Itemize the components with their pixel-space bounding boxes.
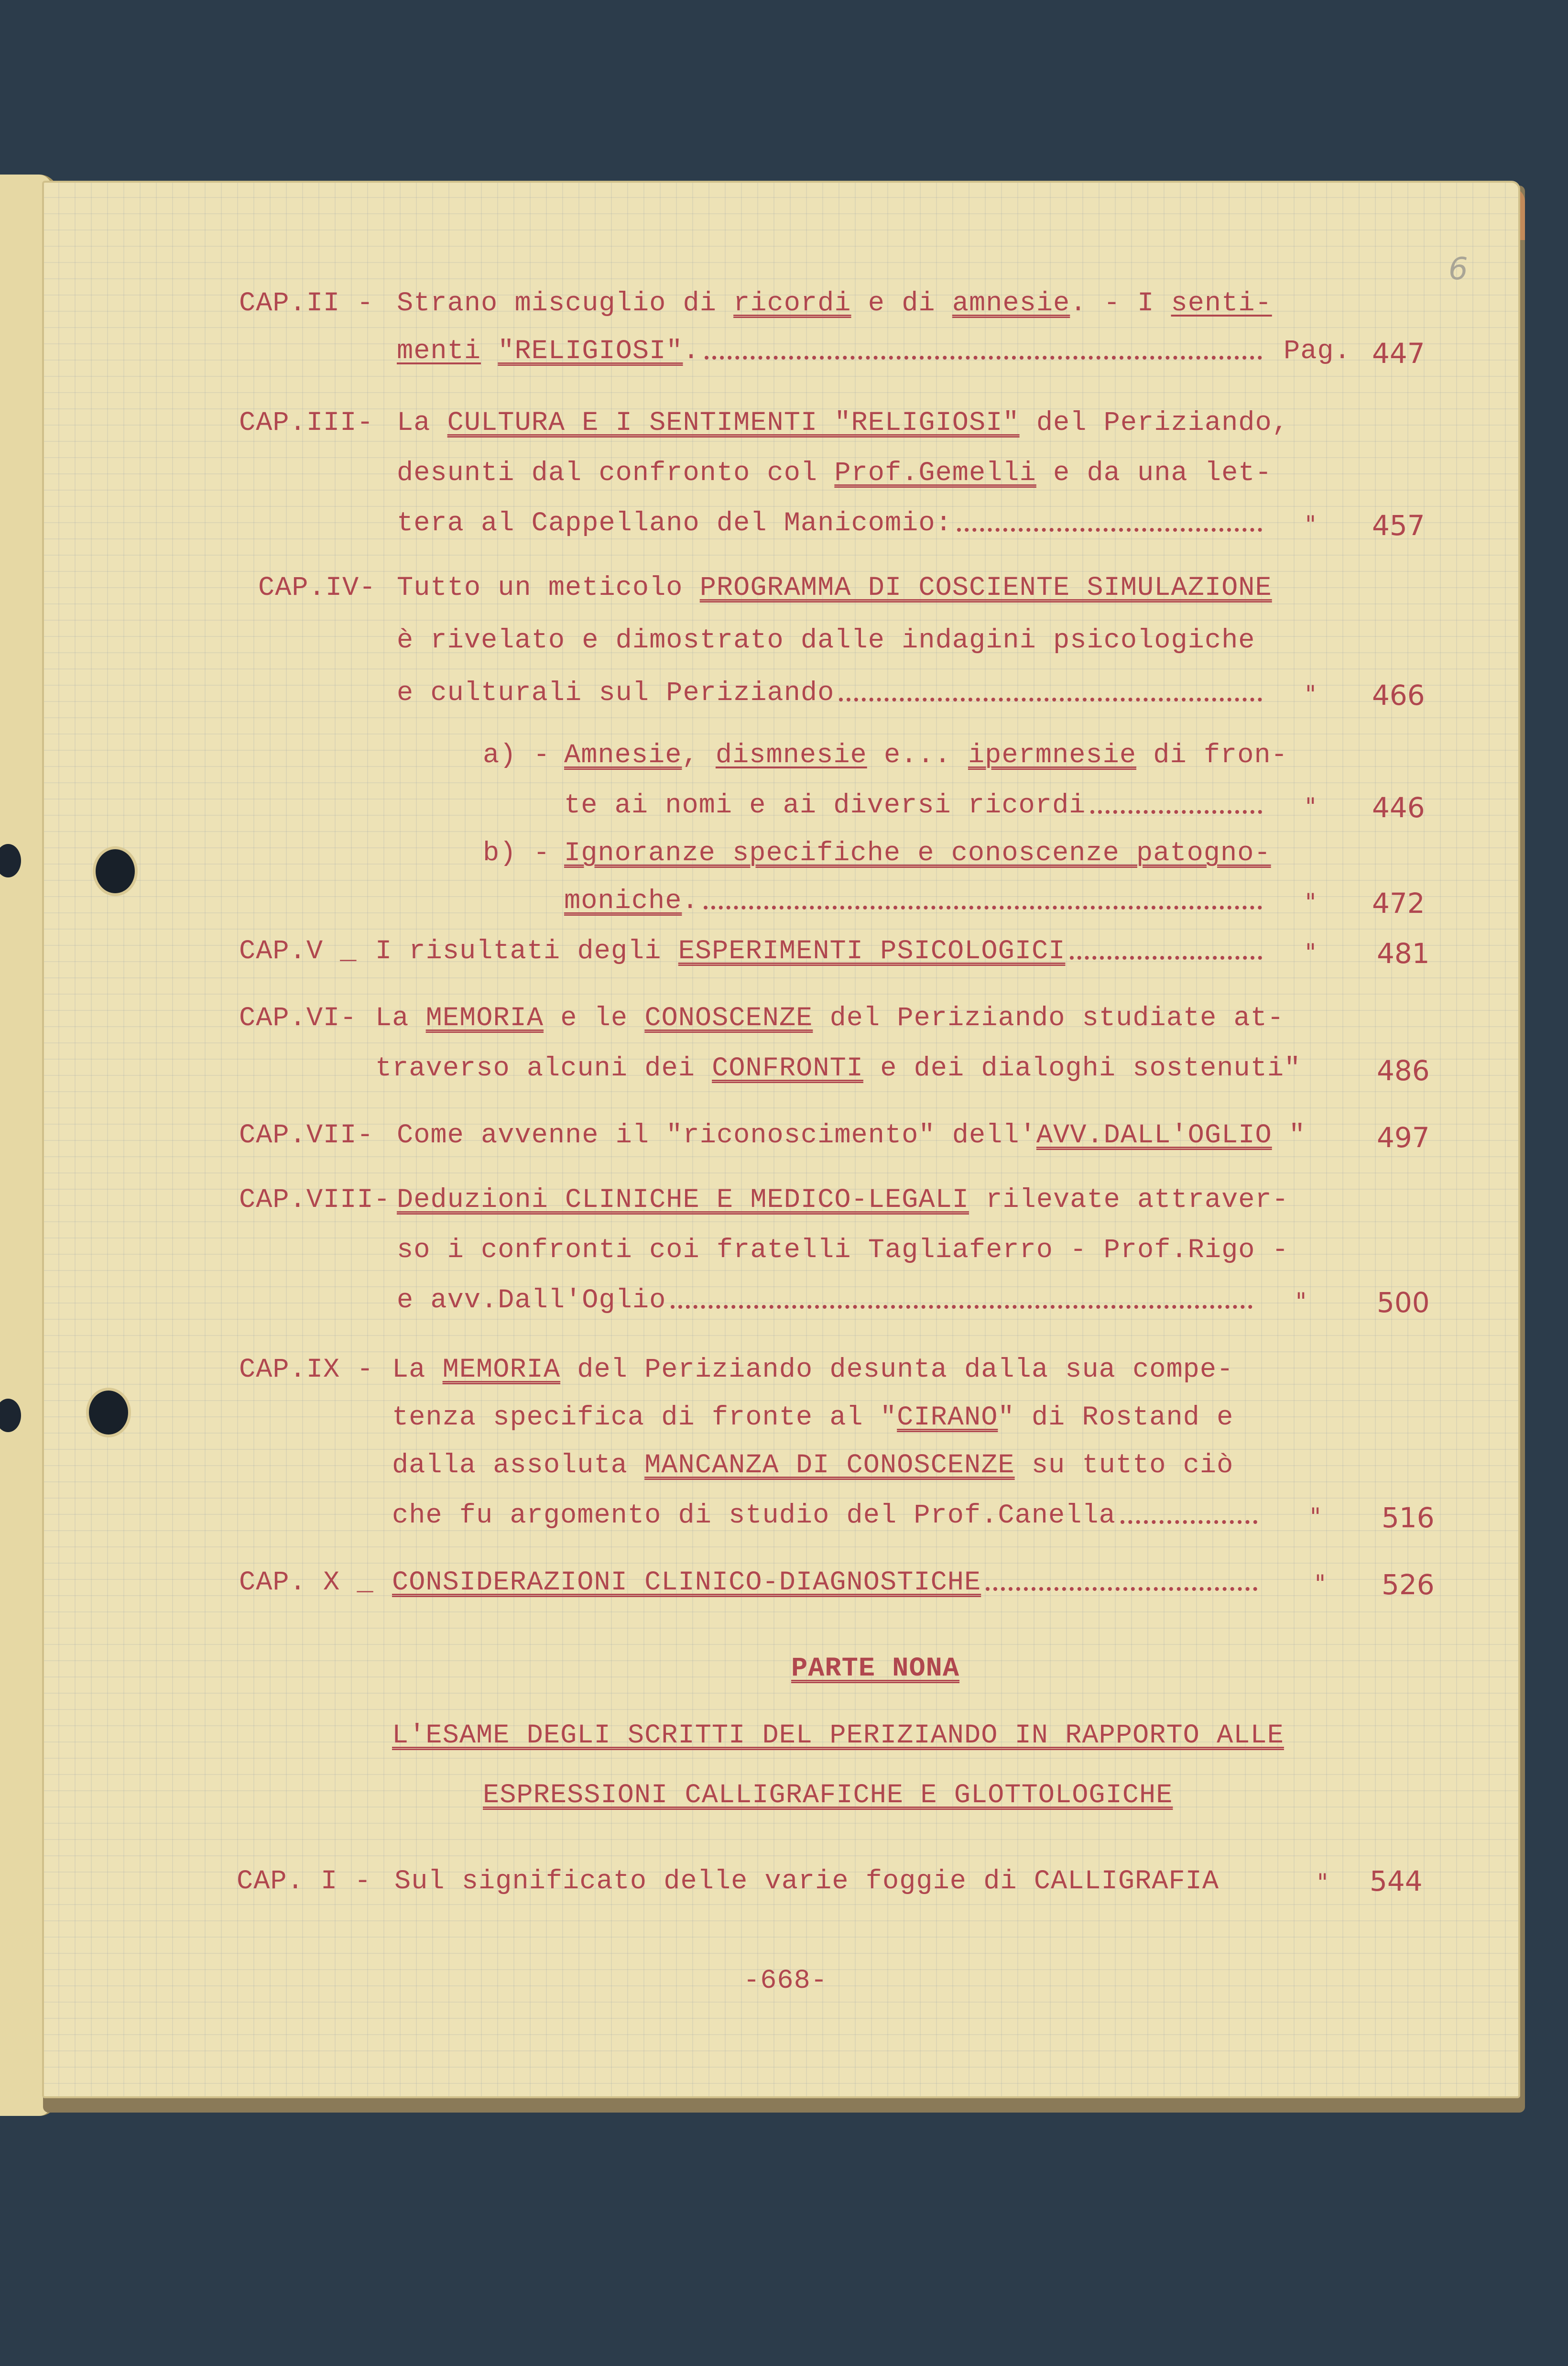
toc-entry-line: [375, 1052, 1301, 1085]
text-run: e le: [544, 1003, 645, 1034]
text-run: su tutto ciò: [1014, 1450, 1234, 1481]
text-run: " di Rostand e: [998, 1402, 1234, 1433]
chapter-label: CAP.II -: [239, 288, 374, 319]
section-subtitle-2: ESPRESSIONI CALLIGRAFICHE E GLOTTOLOGICHE: [483, 1780, 1173, 1811]
text-run: [481, 336, 498, 367]
ditto-mark: ": [1317, 1869, 1328, 1896]
text-run: e avv.Dall'Oglio: [397, 1285, 666, 1316]
text-run: CONFRONTI: [712, 1053, 863, 1084]
page-number: -668-: [743, 1966, 828, 1996]
chapter-label: a) -: [483, 740, 550, 771]
text-run: "RELIGIOSI": [498, 336, 683, 367]
ditto-mark: ": [1310, 1503, 1321, 1531]
page-number-ref: 457: [1372, 509, 1425, 542]
text-run: Amnesie: [564, 740, 682, 771]
page-number-ref: 544: [1370, 1865, 1423, 1897]
text-run: AVV.DALL'OGLIO: [1036, 1120, 1272, 1151]
text-run: CIRANO: [897, 1402, 998, 1433]
text-run: e culturali sul Periziando: [397, 678, 835, 709]
toc-entry-line: [392, 1353, 1233, 1387]
chapter-label: b) -: [483, 838, 550, 869]
toc-entry-line: [397, 406, 1289, 440]
text-run: desunti dal confronto col: [397, 458, 835, 489]
toc-entry-line: [392, 1566, 981, 1599]
text-run: te ai nomi e ai diversi ricordi: [564, 790, 1086, 821]
page-number-ref: 516: [1382, 1501, 1435, 1534]
page-number-ref: 526: [1382, 1568, 1435, 1601]
chapter-label: CAP.III-: [239, 408, 374, 438]
toc-entry-line: [397, 571, 1272, 605]
toc-entry-line: [397, 1234, 1289, 1267]
page-number-ref: 472: [1372, 887, 1425, 920]
binding-hole-2: [89, 1391, 128, 1435]
text-run: del Periziando studiate at-: [813, 1003, 1285, 1034]
text-run: MEMORIA: [442, 1355, 561, 1385]
text-run: I risultati degli: [375, 936, 678, 967]
dot-leader: [839, 698, 1262, 701]
toc-entry-line: [397, 457, 1272, 490]
text-run: e dei dialoghi sostenuti": [863, 1053, 1301, 1084]
page-number-ref: 447: [1372, 337, 1425, 370]
text-run: del Periziando desunta dalla sua compe-: [560, 1355, 1234, 1385]
text-run: di fron-: [1136, 740, 1288, 771]
text-run: ESPERIMENTI PSICOLOGICI: [678, 936, 1066, 967]
text-run: menti: [397, 336, 481, 367]
toc-entry-line: [397, 287, 1272, 320]
text-run: CONOSCENZE: [644, 1003, 813, 1034]
toc-entry-line: [564, 739, 1288, 772]
dot-leader: [704, 906, 1262, 909]
dot-leader: [986, 1587, 1257, 1591]
text-run: senti-: [1171, 288, 1272, 319]
page-number-ref: 466: [1372, 679, 1425, 712]
text-run: CONSIDERAZIONI CLINICO-DIAGNOSTICHE: [392, 1567, 981, 1598]
text-run: MANCANZA DI CONOSCENZE: [644, 1450, 1015, 1481]
text-run: Ignoranze specifiche e conoscenze patogno-: [564, 838, 1271, 869]
text-run: tera al Cappellano del Manicomio:: [397, 508, 952, 539]
text-run: e di: [851, 288, 952, 319]
page-number-ref: 486: [1377, 1054, 1430, 1087]
page-number-ref: 500: [1377, 1286, 1430, 1319]
toc-entry-line: [375, 1002, 1284, 1035]
text-run: Strano miscuglio di: [397, 288, 734, 319]
dot-leader: [1070, 956, 1262, 960]
text-run: e...: [867, 740, 968, 771]
text-run: rilevate attraver-: [969, 1185, 1289, 1216]
text-run: tenza specifica di fronte al ": [392, 1402, 897, 1433]
ditto-mark: ": [1305, 511, 1316, 538]
chapter-label: CAP.IV-: [258, 573, 376, 603]
section-subtitle-1: L'ESAME DEGLI SCRITTI DEL PERIZIANDO IN RAPPORTO ALLE: [392, 1720, 1284, 1751]
text-run: MEMORIA: [425, 1003, 544, 1034]
text-run: so i confronti coi fratelli Tagliaferro - Prof.Rigo -: [397, 1235, 1289, 1266]
text-run: La: [392, 1355, 443, 1385]
text-run: e da una let-: [1036, 458, 1272, 489]
chapter-label: CAP. X _: [239, 1567, 374, 1598]
toc-entry-line: [392, 1449, 1233, 1482]
toc-entry-line: [397, 1119, 1306, 1152]
text-run: traverso alcuni dei: [375, 1053, 712, 1084]
text-run: Come avvenne il "riconoscimento" dell': [397, 1120, 1036, 1151]
chapter-label: CAP.IX -: [239, 1355, 374, 1385]
page-abbrev: Pag.: [1284, 336, 1351, 367]
page-number-ref: 446: [1372, 791, 1425, 824]
text-run: Deduzioni CLINICHE E MEDICO-LEGALI: [397, 1185, 969, 1216]
text-run: ,: [682, 740, 716, 771]
page-number-ref: 497: [1377, 1121, 1430, 1154]
toc-entry-line: [564, 789, 1086, 822]
toc-entry-line: [397, 624, 1255, 657]
text-run: che fu argomento di studio del Prof.Canella: [392, 1501, 1116, 1531]
text-run: dalla assoluta: [392, 1450, 645, 1481]
toc-entry-line: [564, 885, 699, 918]
text-run: amnesie: [952, 288, 1070, 319]
binding-hole-1: [96, 849, 135, 893]
ditto-mark: ": [1305, 680, 1316, 708]
toc-entry-line: [397, 677, 834, 710]
chapter-label: CAP.V _: [239, 936, 357, 967]
text-run: Tutto un meticolo: [397, 573, 700, 603]
toc-entry-line: [392, 1401, 1233, 1435]
chapter-label: CAP. I -: [237, 1866, 371, 1897]
text-run: ricordi: [733, 288, 851, 319]
text-run: PROGRAMMA DI COSCIENTE SIMULAZIONE: [699, 573, 1272, 603]
dot-leader: [671, 1305, 1252, 1309]
text-run: .: [683, 336, 700, 367]
dot-leader: [957, 528, 1262, 532]
page-number-ref: 481: [1377, 937, 1430, 970]
toc-entry-line: [392, 1499, 1116, 1533]
text-run: ipermnesie: [968, 740, 1137, 771]
text-run: Prof.Gemelli: [834, 458, 1036, 489]
text-run: ": [1272, 1120, 1306, 1151]
text-run: La: [375, 1003, 426, 1034]
text-run: CULTURA E I SENTIMENTI "RELIGIOSI": [447, 408, 1020, 438]
toc-entry-line: [397, 1284, 666, 1317]
toc-entry-line: [375, 935, 1065, 968]
chapter-label: CAP.VII-: [239, 1120, 374, 1151]
binding-hole-left-2: [0, 1399, 21, 1432]
text-run: La: [397, 408, 447, 438]
binding-hole-left-1: [0, 844, 21, 877]
text-run: .: [682, 886, 699, 917]
dot-leader: [705, 356, 1262, 360]
ditto-mark: ": [1305, 939, 1316, 966]
chapter-label: CAP.VIII-: [239, 1185, 391, 1216]
toc-entry-line: [397, 1183, 1289, 1217]
margin-note: 6: [1448, 252, 1468, 287]
toc-entry-line: [397, 507, 952, 540]
ditto-mark: ": [1296, 1288, 1307, 1315]
dot-leader: [1090, 810, 1262, 814]
chapter-label: CAP.VI-: [239, 1003, 357, 1034]
text-run: moniche: [564, 886, 682, 917]
dot-leader: [1121, 1520, 1257, 1524]
text-run: dismnesie: [715, 740, 867, 771]
section-title: PARTE NONA: [791, 1654, 960, 1684]
toc-entry-line: [397, 335, 700, 368]
text-run: è rivelato e dimostrato dalle indagini psicologiche: [397, 625, 1255, 656]
text-run: del Periziando,: [1019, 408, 1289, 438]
ditto-mark: ": [1305, 888, 1316, 916]
toc-entry-line: [564, 837, 1271, 870]
text-run: . - I: [1070, 288, 1171, 319]
toc-entry-line: Sul significato delle varie foggie di CALLIGRAFIA: [394, 1866, 1220, 1897]
ditto-mark: ": [1315, 1570, 1326, 1598]
ditto-mark: ": [1305, 793, 1316, 821]
